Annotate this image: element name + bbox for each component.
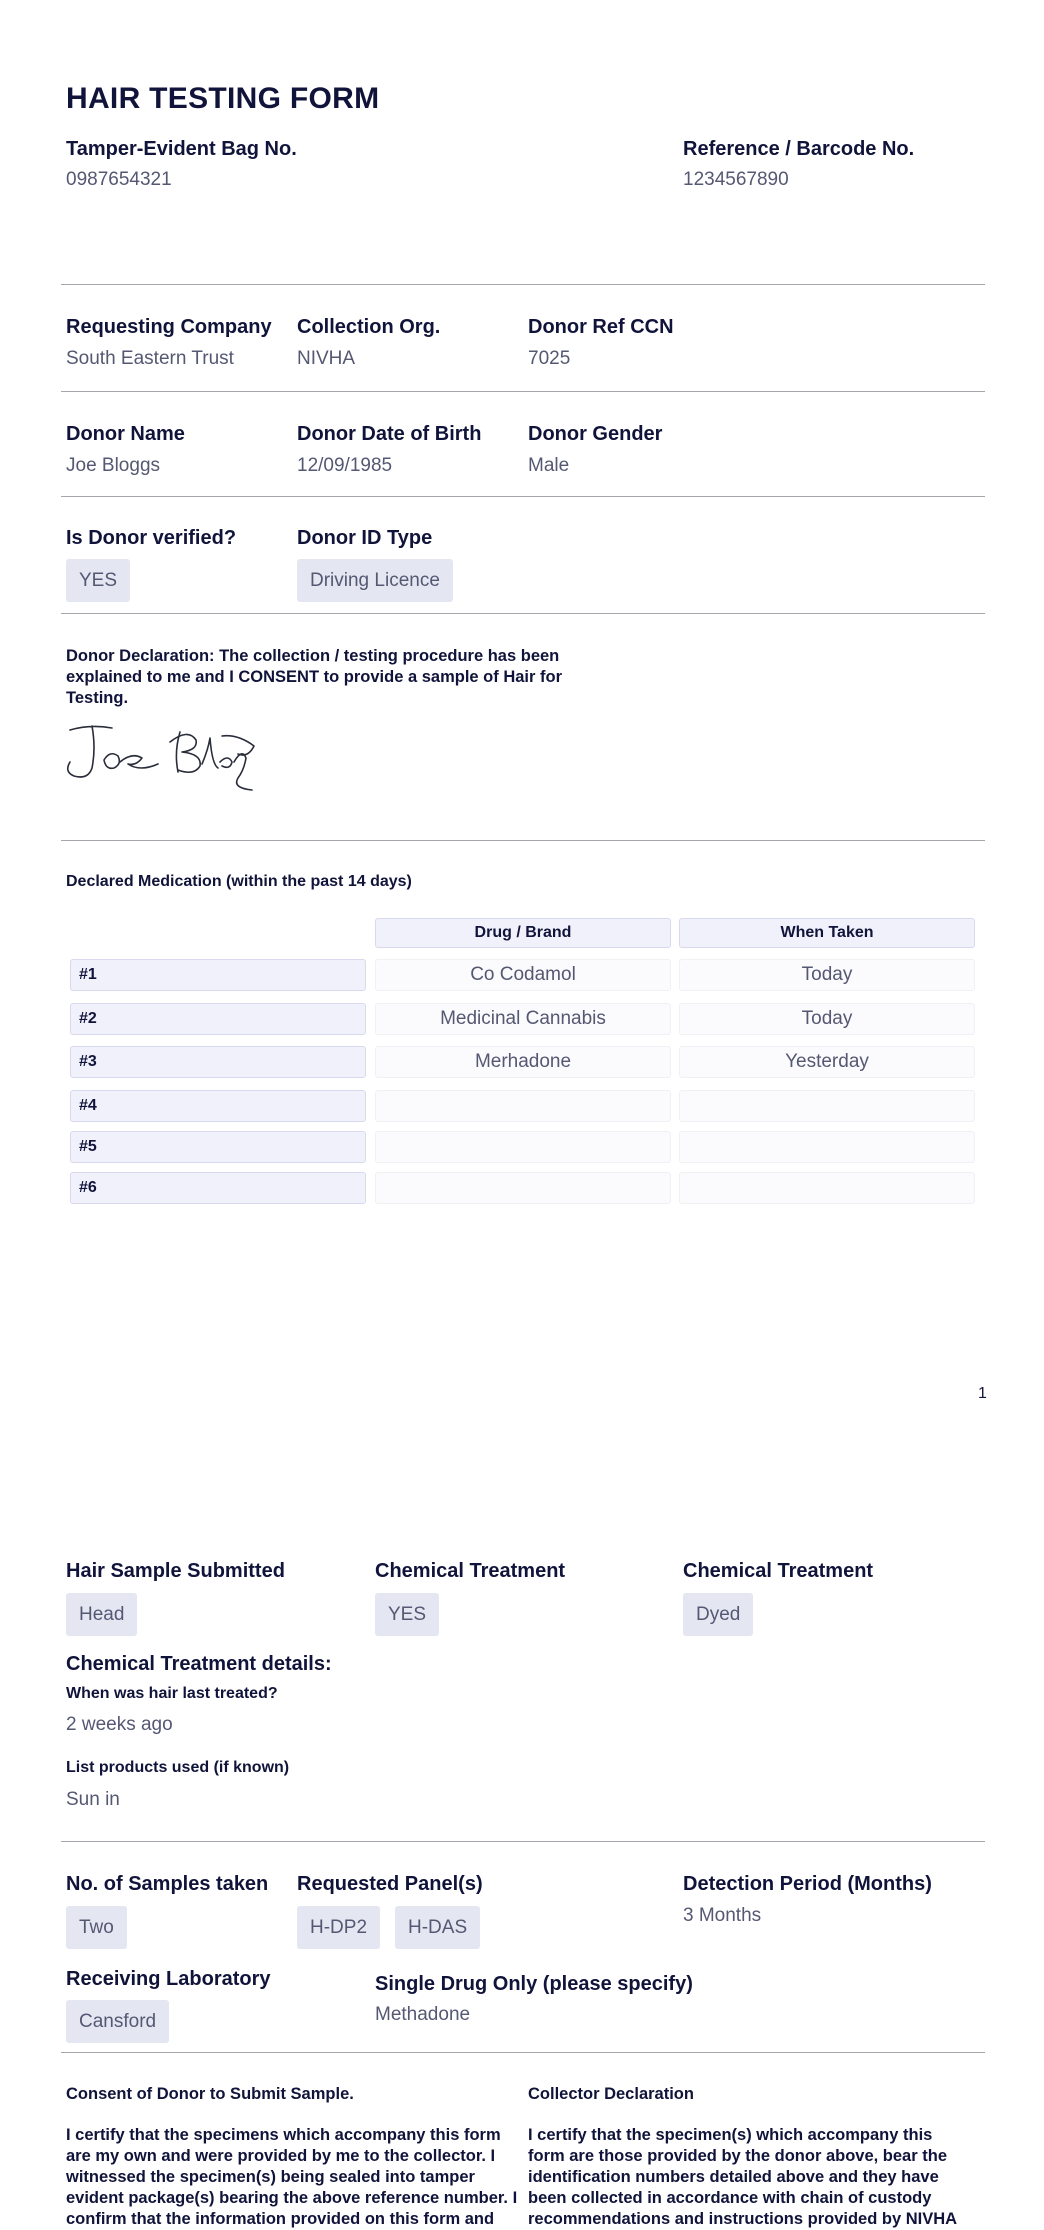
medication-row-number: #5 xyxy=(70,1131,366,1163)
divider xyxy=(61,284,985,285)
donor-verified-label: Is Donor verified? xyxy=(66,527,237,549)
donor-consent-heading: Consent of Donor to Submit Sample. xyxy=(66,2085,354,2103)
single-drug-label: Single Drug Only (please specify) xyxy=(375,1973,693,1995)
products-used-value: Sun in xyxy=(66,1789,120,1810)
donor-consent-text: I certify that the specimens which accompany this form are my own and were provided by me to the collector. I witnessed the specimen(s) being sealed into tamper evident package(s) bearing the above reference number. I confirm that the information provided on this form and xyxy=(66,2126,518,2228)
chemical-treatment-chip: YES xyxy=(375,1593,439,1636)
chemical-details-label: Chemical Treatment details: xyxy=(66,1653,332,1675)
donor-dob-value: 12/09/1985 xyxy=(297,455,393,476)
requesting-company-label: Requesting Company xyxy=(66,316,272,338)
detection-period-value: 3 Months xyxy=(683,1905,762,1926)
donor-declaration-text: Donor Declaration: The collection / testing procedure has been explained to me and I CONSENT to provide a sample of Hair for Testing. xyxy=(66,647,563,707)
hair-sample-chip: Head xyxy=(66,1593,137,1636)
requesting-company-value: South Eastern Trust xyxy=(66,348,234,369)
panel-chip: H-DP2 xyxy=(297,1906,380,1949)
medication-drug-cell[interactable]: Medicinal Cannabis xyxy=(375,1003,671,1035)
medication-drug-cell[interactable] xyxy=(375,1172,671,1204)
chemical-treatment-type-chip: Dyed xyxy=(683,1593,753,1636)
donor-name-value: Joe Bloggs xyxy=(66,455,161,476)
last-treated-value: 2 weeks ago xyxy=(66,1714,173,1735)
donor-gender-label: Donor Gender xyxy=(528,423,663,445)
donor-verified-chip: YES xyxy=(66,559,130,602)
reference-value: 1234567890 xyxy=(683,169,789,190)
bag-number-label: Tamper-Evident Bag No. xyxy=(66,138,297,160)
when-taken-header: When Taken xyxy=(679,918,975,948)
medication-when-cell[interactable] xyxy=(679,1172,975,1204)
donor-dob-label: Donor Date of Birth xyxy=(297,423,482,445)
divider xyxy=(61,613,985,614)
medication-when-cell[interactable]: Today xyxy=(679,1003,975,1035)
samples-taken-label: No. of Samples taken xyxy=(66,1873,269,1895)
medication-row-number: #1 xyxy=(70,959,366,991)
panel-chip: H-DAS xyxy=(395,1906,480,1949)
receiving-lab-chip: Cansford xyxy=(66,2000,169,2043)
divider xyxy=(61,496,985,497)
donor-id-type-chip: Driving Licence xyxy=(297,559,453,602)
medication-heading: Declared Medication (within the past 14 days) xyxy=(66,873,412,890)
donor-signature xyxy=(62,718,262,798)
reference-label: Reference / Barcode No. xyxy=(683,138,915,160)
medication-drug-cell[interactable] xyxy=(375,1131,671,1163)
single-drug-value: Methadone xyxy=(375,2004,471,2025)
page-number: 1 xyxy=(978,1385,987,1402)
drug-brand-header: Drug / Brand xyxy=(375,918,671,948)
medication-row-number: #6 xyxy=(70,1172,366,1204)
form-title: HAIR TESTING FORM xyxy=(66,82,380,115)
medication-row-number: #4 xyxy=(70,1090,366,1122)
products-used-label: List products used (if known) xyxy=(66,1759,290,1776)
medication-row-number: #2 xyxy=(70,1003,366,1035)
medication-when-cell[interactable] xyxy=(679,1090,975,1122)
medication-row-number: #3 xyxy=(70,1046,366,1078)
donor-ccn-value: 7025 xyxy=(528,348,571,369)
chemical-treatment-type-label: Chemical Treatment xyxy=(683,1560,874,1582)
donor-gender-value: Male xyxy=(528,455,570,476)
collection-org-label: Collection Org. xyxy=(297,316,441,338)
collector-declaration-heading: Collector Declaration xyxy=(528,2085,694,2103)
donor-ccn-label: Donor Ref CCN xyxy=(528,316,674,338)
divider xyxy=(61,391,985,392)
receiving-lab-label: Receiving Laboratory xyxy=(66,1968,271,1990)
donor-id-type-label: Donor ID Type xyxy=(297,527,433,549)
divider xyxy=(61,2052,985,2053)
chemical-treatment-label: Chemical Treatment xyxy=(375,1560,566,1582)
last-treated-label: When was hair last treated? xyxy=(66,1685,278,1702)
hair-sample-label: Hair Sample Submitted xyxy=(66,1560,285,1582)
divider xyxy=(61,840,985,841)
medication-when-cell[interactable]: Today xyxy=(679,959,975,991)
divider xyxy=(61,1841,985,1842)
medication-drug-cell[interactable]: Merhadone xyxy=(375,1046,671,1078)
medication-when-cell[interactable] xyxy=(679,1131,975,1163)
collector-declaration-text: I certify that the specimen(s) which accompany this form are those provided by the donor above, bear the identification numbers detailed above and they have been collected in accordance with chain of custody recommendations and instructions provided by NIVHA xyxy=(528,2126,958,2228)
samples-taken-chip: Two xyxy=(66,1906,127,1949)
detection-period-label: Detection Period (Months) xyxy=(683,1873,932,1895)
medication-when-cell[interactable]: Yesterday xyxy=(679,1046,975,1078)
donor-name-label: Donor Name xyxy=(66,423,185,445)
medication-drug-cell[interactable]: Co Codamol xyxy=(375,959,671,991)
requested-panels-label: Requested Panel(s) xyxy=(297,1873,483,1895)
collection-org-value: NIVHA xyxy=(297,348,356,369)
bag-number-value: 0987654321 xyxy=(66,169,172,190)
medication-drug-cell[interactable] xyxy=(375,1090,671,1122)
